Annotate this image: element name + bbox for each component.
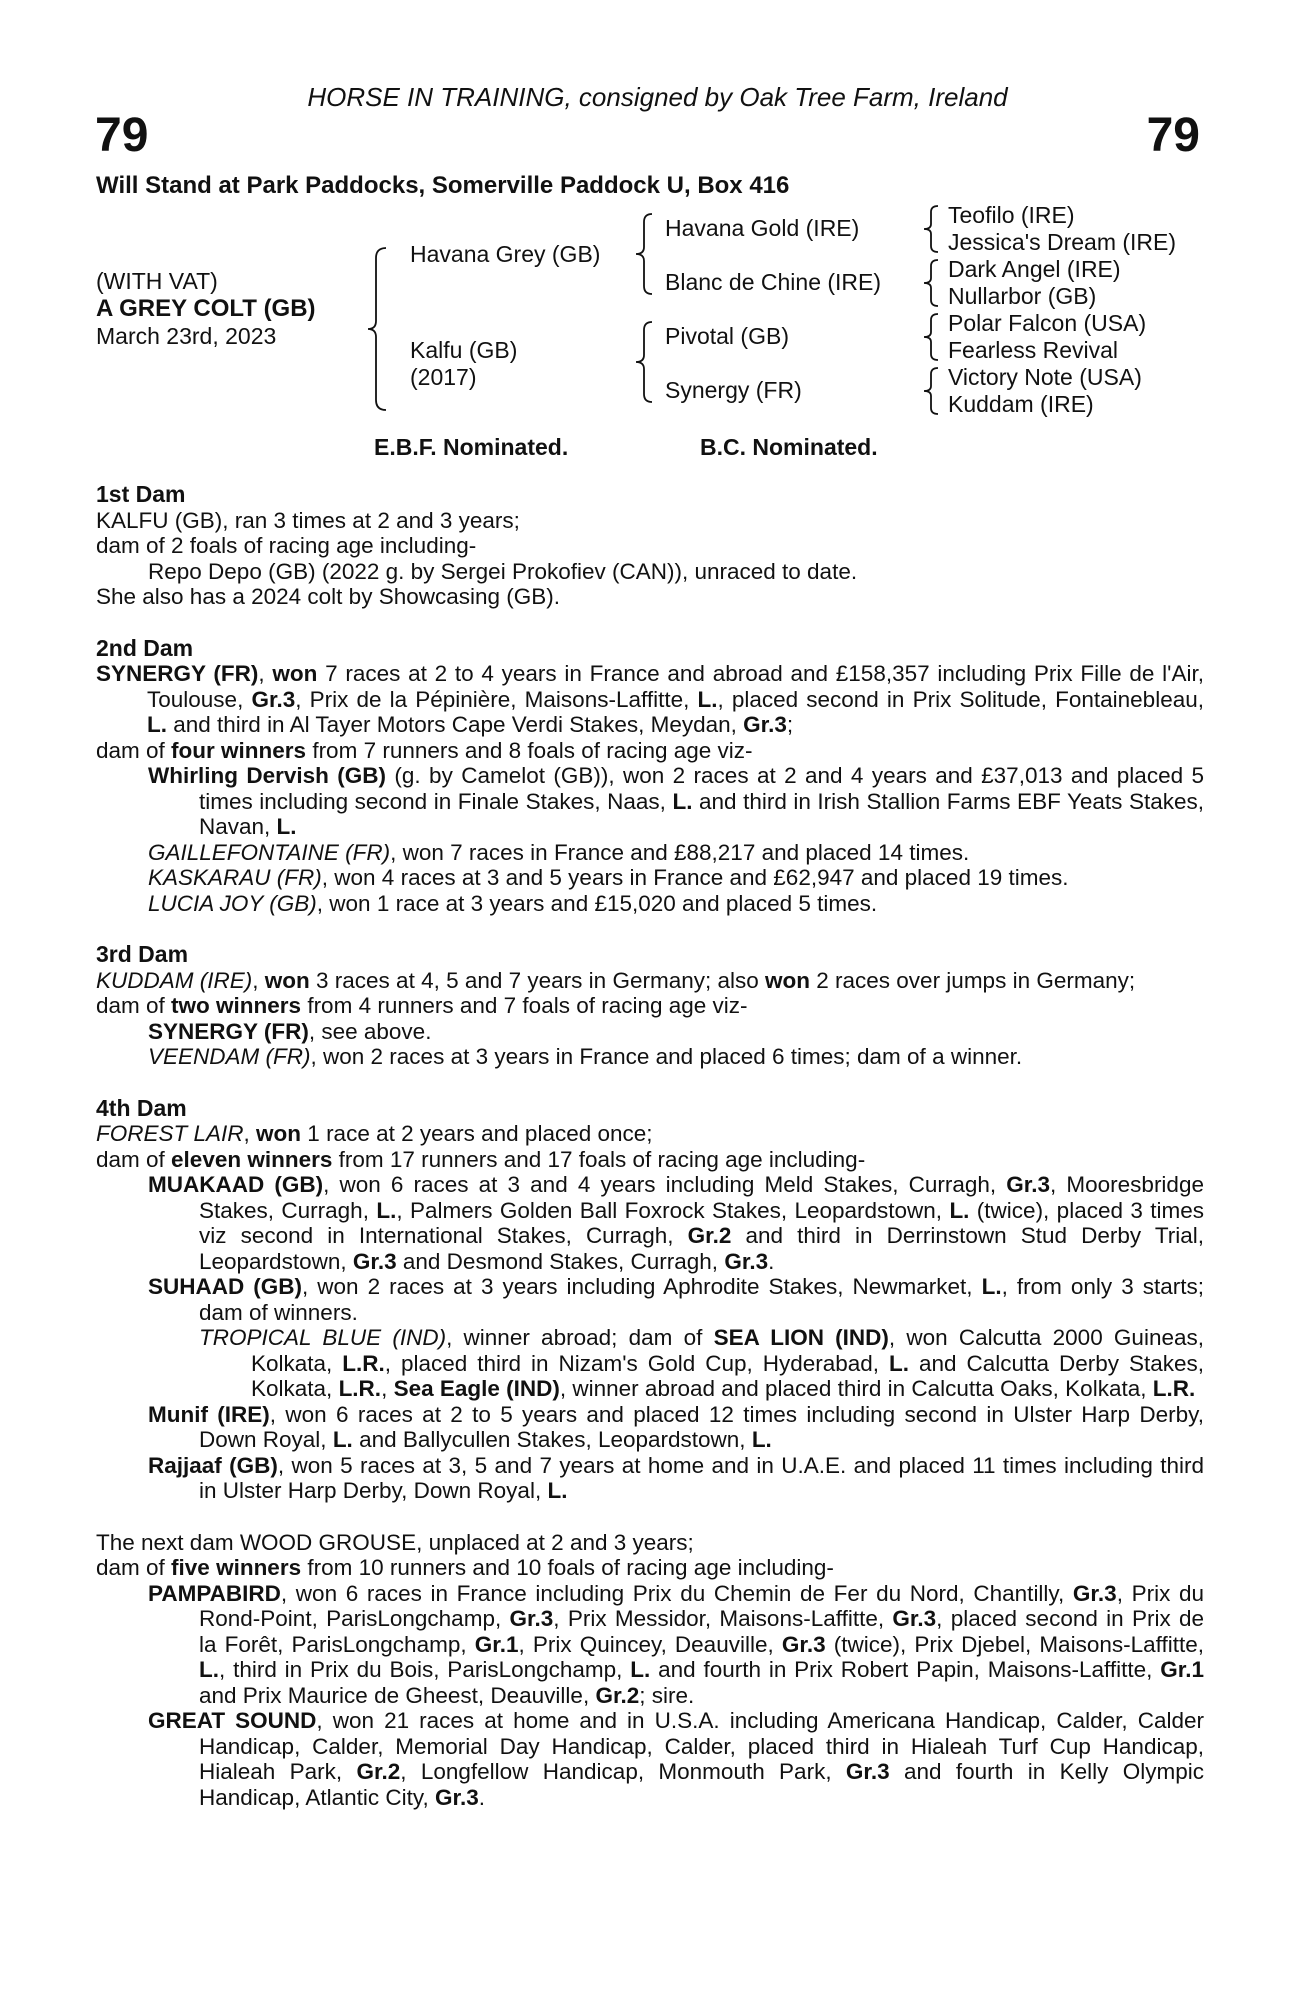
produce-entry: SYNERGY (FR), see above.	[148, 1018, 432, 1044]
dam-summary: The next dam WOOD GROUSE, unplaced at 2 and 3 years;	[96, 1529, 694, 1555]
vat-label: (WITH VAT)	[96, 268, 218, 294]
dam-summary: KALFU (GB), ran 3 times at 2 and 3 years;	[96, 507, 520, 533]
produce-entry: TROPICAL BLUE (IND), winner abroad; dam of SEA LION (IND), won Calcutta 2000 Guineas, Kolkata, L.R., placed third in Nizam's Gold Cup, Hyderabad, L. and Calcutta Derby Stakes, Kolkata, L.R., Sea Eagle (IND), winner abroad and placed third in Calcutta Oaks, Kolkata, L.R.	[199, 1325, 1204, 1401]
produce-note: She also has a 2024 colt by Showcasing (GB).	[96, 584, 561, 609]
great-grandparent-1: Teofilo (IRE)	[948, 202, 1075, 228]
foaling-date: March 23rd, 2023	[96, 323, 277, 349]
pedigree-brace	[634, 212, 658, 296]
dam-summary: KUDDAM (IRE), won 3 races at 4, 5 and 7 years in Germany; also won 2 races over jumps in Germany;	[96, 967, 1136, 993]
second-dam-section	[96, 636, 1204, 917]
produce-entry: PAMPABIRD, won 6 races in France including Prix du Chemin de Fer du Nord, Chantilly, Gr.3, Prix du Rond-Point, ParisLongchamp, Gr.3, Prix Messidor, Maisons-Laffitte, Gr.3, placed second in Prix de la Forêt, ParisLongchamp, Gr.1, Prix Quincey, Deauville, Gr.3 (twice), Prix Djebel, Maisons-Laffitte, L., third in Prix du Bois, ParisLongchamp, L. and fourth in Prix Robert Papin, Maisons-Laffitte, Gr.1 and Prix Maurice de Gheest, Deauville, Gr.2; sire.	[148, 1580, 1205, 1708]
stand-location: Will Stand at Park Paddocks, Somerville Paddock U, Box 416	[96, 172, 790, 199]
produce-entry: KASKARAU (FR), won 4 races at 3 and 5 years in France and £62,947 and placed 19 times.	[148, 865, 1069, 890]
dam-sire: Pivotal (GB)	[665, 323, 789, 349]
great-grandparent-8: Kuddam (IRE)	[948, 391, 1094, 417]
header-title: HORSE IN TRAINING, consigned by Oak Tree Farm, Ireland	[307, 82, 1008, 112]
lot-number-left: 79	[95, 109, 149, 162]
sire-sire: Havana Gold (IRE)	[665, 215, 860, 241]
first-dam-section	[96, 482, 1204, 610]
pedigree-brace	[922, 258, 942, 308]
dam-summary: FOREST LAIR, won 1 race at 2 years and placed once;	[96, 1121, 653, 1146]
produce-entry: GREAT SOUND, won 21 races at home and in U.S.A. including Americana Handicap, Calder, Calder Handicap, Calder, Memorial Day Handicap, Calder, placed third in Hialeah Turf Cup Handicap, Hialeah Park, Gr.2, Longfellow Handicap, Monmouth Park, Gr.3 and fourth in Kelly Olympic Handicap, Atlantic City, Gr.3.	[148, 1708, 1204, 1810]
great-grandparent-2: Jessica's Dream (IRE)	[948, 229, 1177, 255]
fourth-dam-section	[96, 1096, 1204, 1504]
pedigree-brace	[922, 204, 942, 254]
dam-produce-intro: dam of two winners from 4 runners and 7 foals of racing age viz-	[96, 993, 748, 1018]
section-heading: 1st Dam	[96, 481, 186, 507]
produce-entry: Repo Depo (GB) (2022 g. by Sergei Prokofiev (CAN)), unraced to date.	[148, 558, 858, 584]
produce-entry: Munif (IRE), won 6 races at 2 to 5 years and placed 12 times including second in Ulster Harp Derby, Down Royal, L. and Ballycullen Stakes, Leopardstown, L.	[148, 1401, 1204, 1452]
sire-dam: Blanc de Chine (IRE)	[665, 269, 882, 295]
produce-entry: MUAKAAD (GB), won 6 races at 3 and 4 years including Meld Stakes, Curragh, Gr.3, Mooresbridge Stakes, Curragh, L., Palmers Golden Ball Foxrock Stakes, Leopardstown, L. (twice), placed 3 times viz second in International Stakes, Curragh, Gr.2 and third in Derrinstown Stud Derby Trial, Leopardstown, Gr.3 and Desmond Stakes, Curragh, Gr.3.	[148, 1172, 1204, 1274]
third-dam-section	[96, 942, 1204, 1070]
lot-number-right: 79	[1146, 109, 1200, 162]
produce-entry: SUHAAD (GB), won 2 races at 3 years including Aphrodite Stakes, Newmarket, L., from only 3 starts; dam of winners.	[148, 1274, 1204, 1325]
pedigree-notes	[96, 482, 1204, 1836]
ebf-nomination: E.B.F. Nominated.	[374, 434, 569, 460]
pedigree-brace	[634, 320, 658, 404]
section-heading: 2nd Dam	[96, 634, 194, 661]
great-grandparent-7: Victory Note (USA)	[948, 364, 1142, 390]
dam-produce-intro: dam of four winners from 7 runners and 8 foals of racing age viz-	[96, 737, 753, 763]
subject-name: A GREY COLT (GB)	[96, 295, 316, 322]
dam-dam: Synergy (FR)	[665, 377, 802, 403]
great-grandparent-4: Nullarbor (GB)	[948, 283, 1097, 309]
next-dam-section	[96, 1530, 1204, 1811]
produce-entry: VEENDAM (FR), won 2 races at 3 years in France and placed 6 times; dam of a winner.	[148, 1044, 1023, 1069]
dam-produce-intro: dam of eleven winners from 17 runners and 17 foals of racing age including-	[96, 1146, 866, 1172]
great-grandparent-3: Dark Angel (IRE)	[948, 256, 1121, 282]
dam-year: (2017)	[410, 364, 477, 390]
section-heading: 3rd Dam	[96, 941, 189, 967]
dam-produce-intro: dam of 2 foals of racing age including-	[96, 533, 477, 558]
section-heading: 4th Dam	[96, 1094, 187, 1121]
great-grandparent-5: Polar Falcon (USA)	[948, 310, 1147, 336]
great-grandparent-6: Fearless Revival	[948, 337, 1118, 363]
produce-entry: GAILLEFONTAINE (FR), won 7 races in France and £88,217 and placed 14 times.	[148, 839, 970, 865]
produce-entry: LUCIA JOY (GB), won 1 race at 3 years and £15,020 and placed 5 times.	[148, 890, 878, 916]
pedigree-brace	[366, 246, 396, 412]
sire: Havana Grey (GB)	[410, 241, 601, 267]
produce-entry: Whirling Dervish (GB) (g. by Camelot (GB)), won 2 races at 2 and 4 years and £37,013 and placed 5 times including second in Finale Stakes, Naas, L. and third in Irish Stallion Farms EBF Yeats Stakes, Navan, L.	[148, 763, 1204, 839]
dam: Kalfu (GB)	[410, 337, 518, 363]
pedigree-brace	[922, 366, 942, 416]
produce-entry: Rajjaaf (GB), won 5 races at 3, 5 and 7 years at home and in U.A.E. and placed 11 times including third in Ulster Harp Derby, Down Royal, L.	[148, 1452, 1204, 1503]
pedigree-brace	[922, 312, 942, 362]
dam-produce-intro: dam of five winners from 10 runners and 10 foals of racing age including-	[96, 1555, 834, 1580]
bc-nomination: B.C. Nominated.	[700, 434, 878, 460]
dam-summary: SYNERGY (FR), won 7 races at 2 to 4 years in France and abroad and £158,357 including Prix Fille de l'Air, Toulouse, Gr.3, Prix de la Pépinière, Maisons-Laffitte, L., placed second in Prix Solitude, Fontainebleau, L. and third in Al Tayer Motors Cape Verdi Stakes, Meydan, Gr.3;	[96, 661, 1204, 737]
